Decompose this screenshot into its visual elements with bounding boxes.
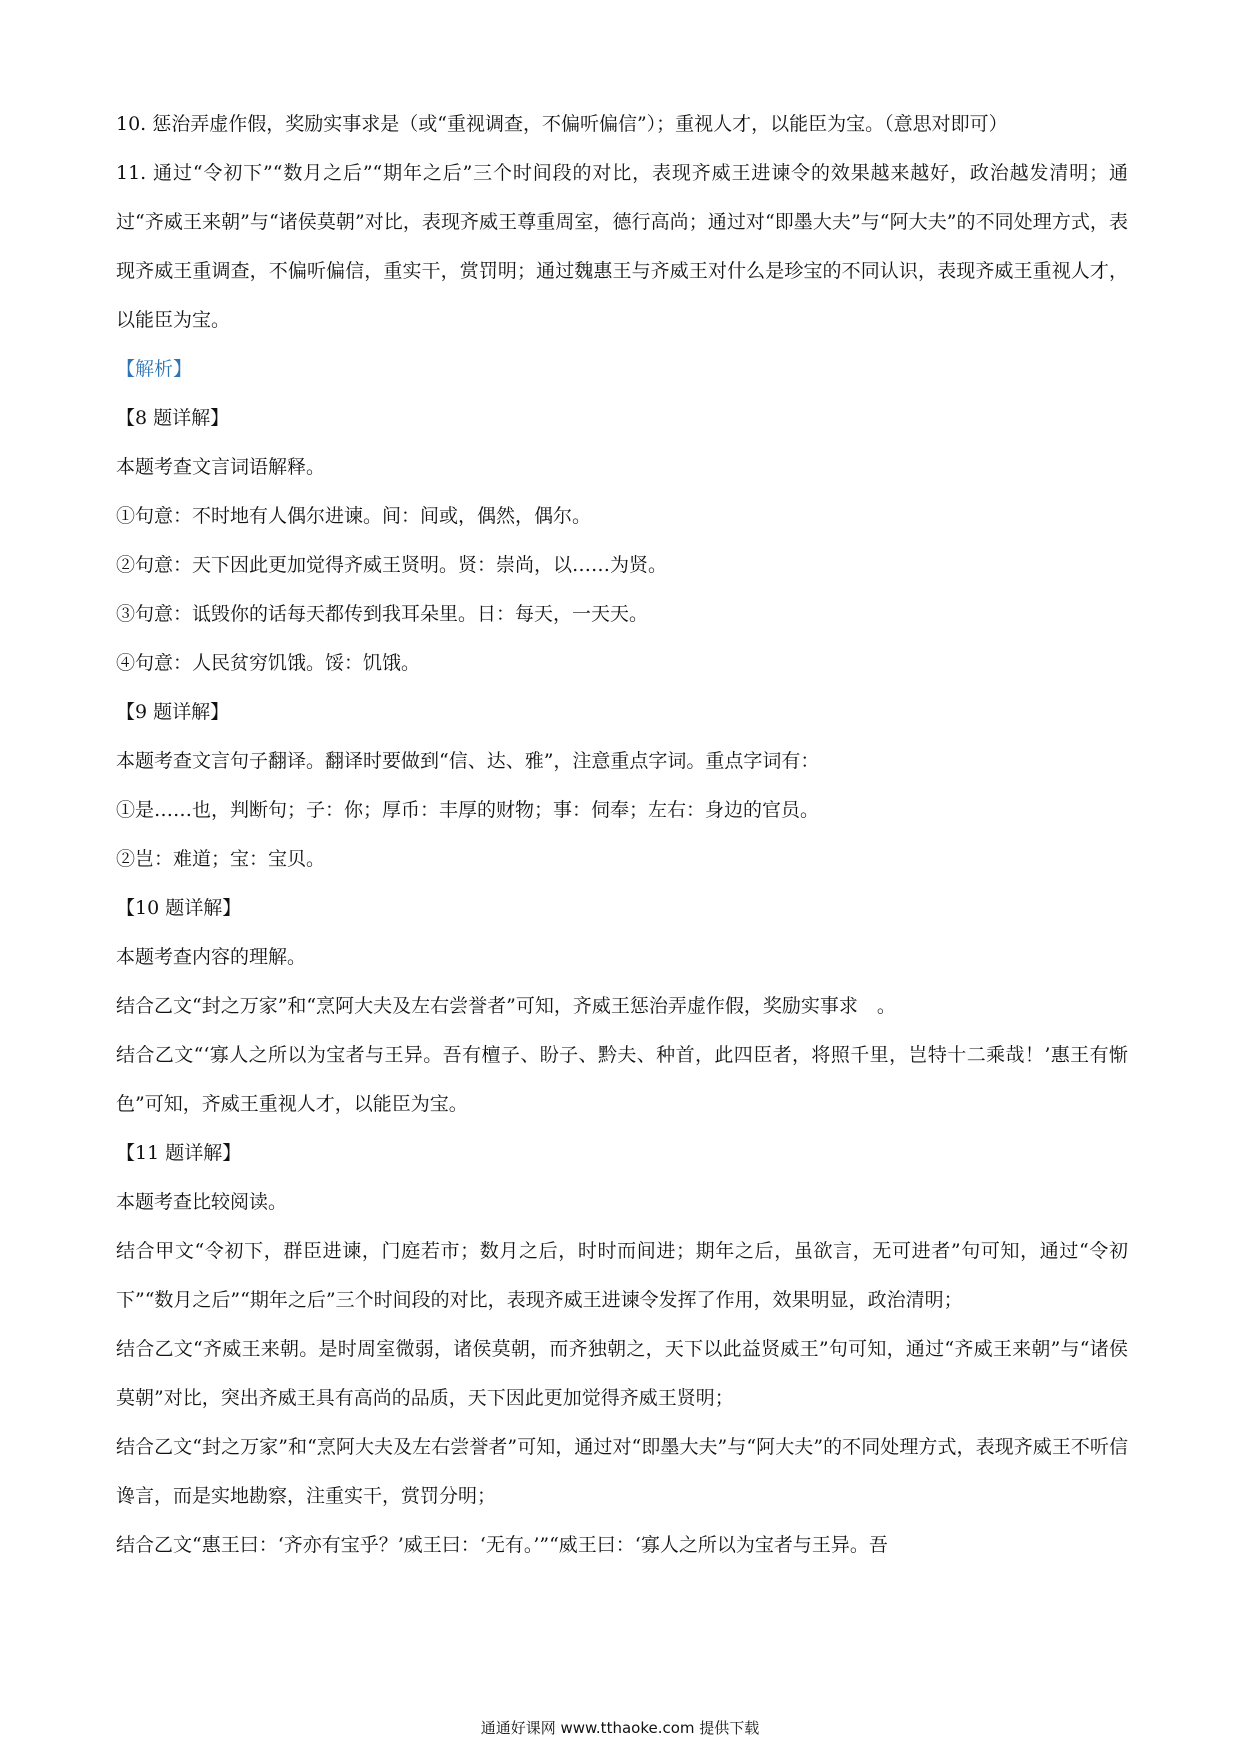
q11-item: 结合乙文“封之万家”和“烹阿大夫及左右尝誉者”可知，通过对“即墨大夫”与“阿大夫”的不同处理方式，表现齐威王不听信谗言，而是实地勘察，注重实干，赏罚分明； bbox=[116, 1436, 1128, 1507]
q10-heading: 【10 题详解】 bbox=[116, 897, 242, 919]
q8-item: ②句意：天下因此更加觉得齐威王贤明。贤：崇尚，以……为贤。 bbox=[116, 554, 668, 576]
q11-intro: 本题考查比较阅读。 bbox=[116, 1191, 288, 1213]
q8-intro: 本题考查文言词语解释。 bbox=[116, 456, 326, 478]
q9-intro: 本题考查文言句子翻译。翻译时要做到“信、达、雅”，注意重点字词。重点字词有： bbox=[116, 750, 820, 772]
q8-item: ④句意：人民贫穷饥饿。馁：饥饿。 bbox=[116, 652, 421, 674]
q10-intro: 本题考查内容的理解。 bbox=[116, 946, 307, 968]
answer-11: 11. 通过“令初下”“数月之后”“期年之后”三个时间段的对比，表现齐威王进谏令的效果越来越好，政治越发清明；通过“齐威王来朝”与“诸侯莫朝”对比，表现齐威王尊重周室，德行高尚；通过对“即墨大夫”与“阿大夫”的不同处理方式，表现齐威王重调查，不偏听偏信，重实干，赏罚明；通过魏惠王与齐威王对什么是珍宝的不同认识，表现齐威王重视人才，以能臣为宝。 bbox=[116, 162, 1128, 331]
document-body bbox=[116, 100, 1128, 1570]
q11-item: 结合乙文“齐威王来朝。是时周室微弱，诸侯莫朝，而齐独朝之，天下以此益贤威王”句可知，通过“齐威王来朝”与“诸侯莫朝”对比，突出齐威王具有高尚的品质，天下因此更加觉得齐威王贤明； bbox=[116, 1338, 1128, 1409]
q9-heading: 【9 题详解】 bbox=[116, 701, 230, 723]
q10-item: 结合乙文“‘寡人之所以为宝者与王异。吾有檀子、盼子、黔夫、种首，此四臣者，将照千里，岂特十二乘哉！’惠王有惭色”可知，齐威王重视人才，以能臣为宝。 bbox=[116, 1044, 1128, 1115]
q9-item: ②岂：难道；宝：宝贝。 bbox=[116, 848, 326, 870]
q9-item: ①是……也，判断句；子：你；厚币：丰厚的财物；事：伺奉；左右：身边的官员。 bbox=[116, 799, 820, 821]
q11-item: 结合乙文“惠王曰：‘齐亦有宝乎？’威王曰：‘无有。’”“威王曰：‘寡人之所以为宝者与王异。吾 bbox=[116, 1534, 888, 1556]
q10-item: 结合乙文“封之万家”和“烹阿大夫及左右尝誉者”可知，齐威王惩治弄虚作假，奖励实事求 。 bbox=[116, 995, 896, 1017]
q11-heading: 【11 题详解】 bbox=[116, 1142, 242, 1164]
q11-item: 结合甲文“令初下，群臣进谏，门庭若市；数月之后，时时而间进；期年之后，虽欲言，无可进者”句可知，通过“令初下”“数月之后”“期年之后”三个时间段的对比，表现齐威王进谏令发挥了作用，效果明显，政治清明； bbox=[116, 1240, 1128, 1311]
page-footer: 通通好课网 www.tthaoke.com 提供下载 bbox=[480, 1719, 760, 1737]
q8-item: ①句意：不时地有人偶尔进谏。间：间或，偶然，偶尔。 bbox=[116, 505, 592, 527]
q8-heading: 【8 题详解】 bbox=[116, 407, 230, 429]
answer-10: 10. 惩治弄虚作假，奖励实事求是（或“重视调查，不偏听偏信”）；重视人才，以能臣为宝。（意思对即可） bbox=[116, 113, 1008, 135]
analysis-label: 【解析】 bbox=[116, 358, 193, 380]
q8-item: ③句意：诋毁你的话每天都传到我耳朵里。日：每天，一天天。 bbox=[116, 603, 649, 625]
